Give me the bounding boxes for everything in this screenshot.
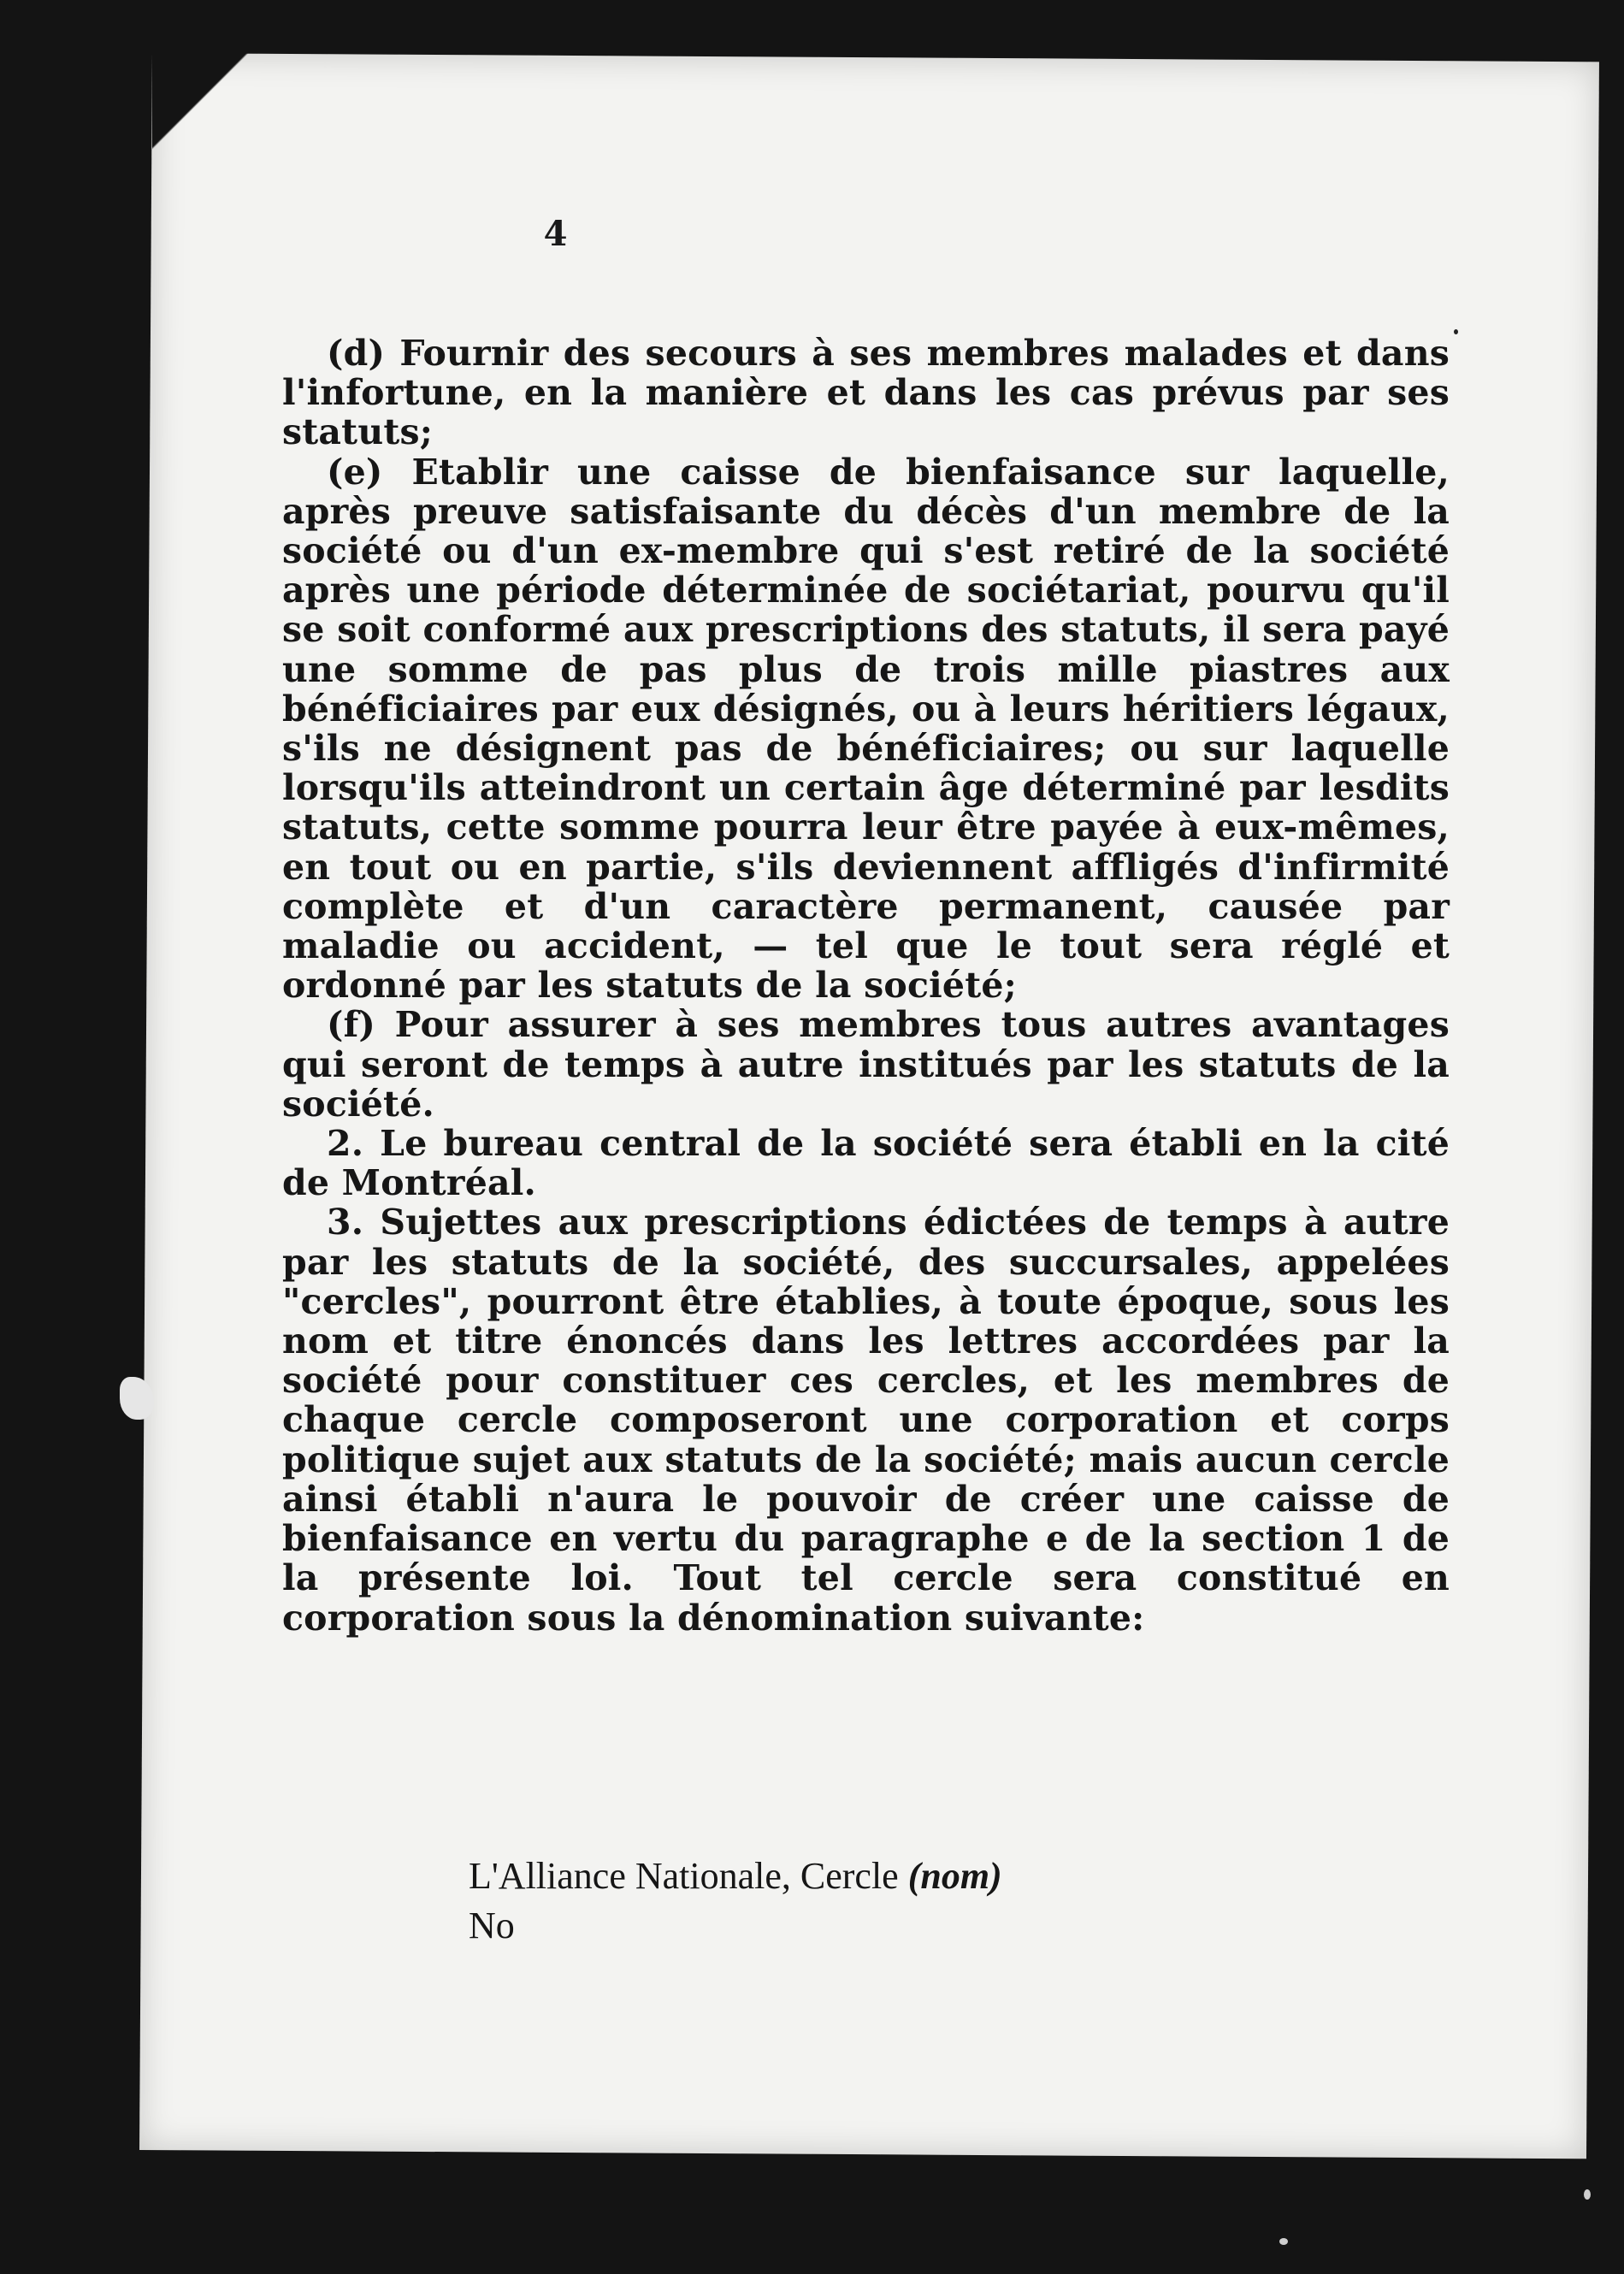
page-number: 4 (543, 214, 568, 254)
corporate-name-text: L'Alliance Nationale, Cercle (469, 1855, 899, 1897)
ink-dot (1454, 329, 1458, 334)
paragraph-f: (f) Pour assurer à ses membres tous autres avantages qui seront de temps à autre institués par les statuts de la société. (282, 1004, 1450, 1125)
section-3: 3. Sujettes aux prescriptions édictées de temps à autre par les statuts de la société, des succursales, appelées "cercles", pourront être établies, à toute époque, sous les nom et titre énoncés dans les lettres accordées par la société pour constituer ces cercles, et les membres de chaque cercle composeront une corporation et corps politique sujet aux statuts de la société; mais aucun cercle ainsi établi n'aura le pouvoir de créer une caisse de bienfaisance en vertu du paragraphe e de la section 1 de la présente loi. Tout tel cercle sera constitué en corporation sous la dénomination suivante: (282, 1202, 1450, 1639)
paragraph-d: (d) Fournir des secours à ses membres malades et dans l'infortune, en la manière et dans les cas prévus par ses statuts; (282, 333, 1450, 453)
number-line: No (469, 1905, 515, 1946)
section-2: 2. Le bureau central de la société sera établi en la cité de Montréal. (282, 1123, 1450, 1204)
page-corner-fold (152, 53, 298, 156)
paragraph-e: (e) Etablir une caisse de bienfaisance sur laquelle, après preuve satisfaisante du décès d'un membre de la société ou d'un ex-membre qui s'est retiré de la société après une période déterminée de sociétariat, pourvu qu'il se soit conformé aux prescriptions des statuts, il sera payé une somme de pas plus de trois mille piastres aux bénéficiaires par eux désignés, ou à leurs héritiers légaux, s'ils ne désignent pas de bénéficiaires; ou sur laquelle lorsqu'ils atteindront un certain âge déterminé par lesdits statuts, cette somme pourra leur être payée à eux-mêmes, en tout ou en partie, s'ils deviennent affligés d'infirmité complète et d'un caractère permanent, causée par maladie ou accident, — tel que le tout sera réglé et ordonné par les statuts de la société; (282, 451, 1450, 1007)
corporate-name-line (469, 1852, 1002, 1901)
corporate-name-block (469, 1852, 1002, 1951)
corporate-name-placeholder: (nom) (907, 1855, 1002, 1897)
scan-speck (1584, 2189, 1591, 2200)
body-text (282, 334, 1450, 1638)
scan-speck (1279, 2238, 1288, 2245)
